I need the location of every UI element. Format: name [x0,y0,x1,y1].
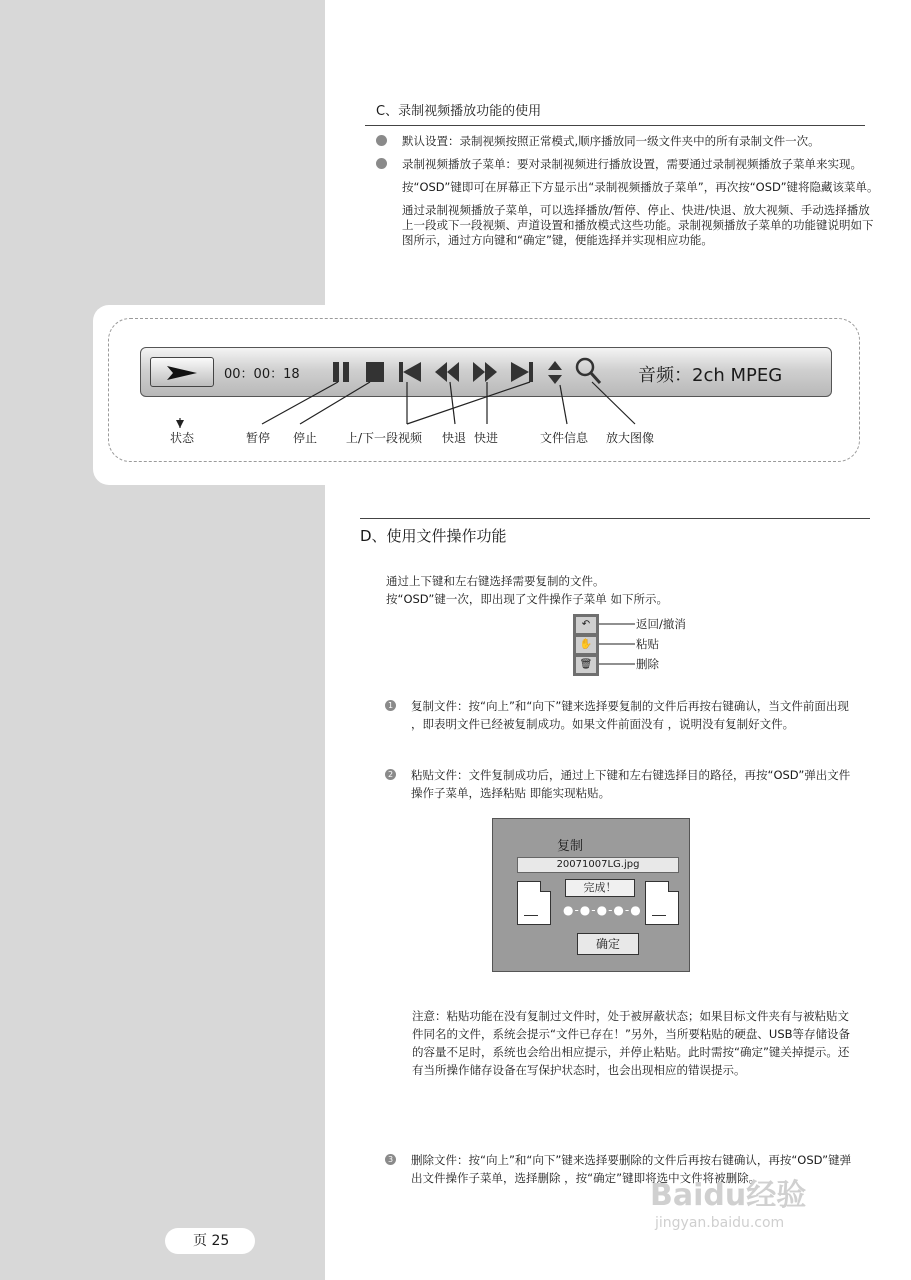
menu-label-delete: 删除 [636,657,659,671]
label-forward: 快进 [474,431,499,445]
section-d-heading: D、使用文件操作功能 [360,518,870,552]
label-prev-next: 上/下一段视频 [346,431,423,445]
dialog-ok-button[interactable]: 确定 [577,933,639,955]
section-d-intro-2: 按“OSD”键一次，即出现了文件操作子菜单 如下所示。 [386,592,668,606]
paste-file-item: 2 粘贴文件：文件复制成功后，通过上下键和左右键选择目的路径，再按“OSD”弹出文件操作子菜单，选择粘贴 即能实现粘贴。 [385,766,855,802]
dialog-filename: 20071007LG.jpg [517,857,679,873]
section-c-heading: C、录制视频播放功能的使用 [376,104,542,119]
section-d [360,518,870,608]
delete-file-item: 3 删除文件：按“向上”和“向下”键来选择要删除的文件后再按右键确认，再按“OSD”键弹出文件操作子菜单，选择删除 ，按“确定”键即将选中文件将被删除。 [385,1151,855,1187]
menu-leader-lines [599,614,639,676]
menu-label-back: 返回/撤消 [636,617,686,631]
section-c-sub-1: 按“OSD”键即可在屏幕正下方显示出“录制视频播放子菜单”，再次按“OSD”键将隐藏该菜单。 [402,180,879,194]
menu-label-paste: 粘贴 [636,637,659,651]
progress-dots: ●-●-●-●-● [563,903,642,917]
watermark-brand: Baidu经验 [650,1178,807,1213]
label-zoom: 放大图像 [606,431,655,445]
label-status: 状态 [170,431,195,445]
section-c-sub-2: 通过录制视频播放子菜单，可以选择播放/暂停、停止、快进/快退、放大视频、手动选择播放上一段或下一段视频、声道设置和播放模式这些功能。录制视频播放子菜单的功能键说明如下图所示，通过方向键和“确定”键，便能选择并实现相应功能。 [402,203,874,247]
note-paragraph: 注意：粘贴功能在没有复制过文件时，处于被屏蔽状态；如果目标文件夹有与被粘贴文件同名的文件，系统会提示“文件已存在！”另外，当所要粘贴的硬盘、USB等存储设备的容量不足时，系统也会给出相应提示，并停止粘贴。此时需按“确定”键关掉提示。还有当所操作储存设备在写保护状态时，也会出现相应的错误提示。 [412,1009,851,1077]
source-file-icon [517,881,551,925]
section-d-intro-1: 通过上下键和左右键选择需要复制的文件。 [386,574,605,588]
audio-info: 音频：2ch MPEG [638,365,783,386]
label-pause: 暂停 [246,431,271,445]
paste-icon[interactable]: ✋ [576,637,596,653]
copy-file-item: 1 复制文件：按“向上”和“向下”键来选择要复制的文件后再按右键确认，当文件前面出现 ，即表明文件已经被复制成功。如果文件前面没有 ，说明没有复制好文件。 [385,697,855,733]
page-number: 页 25 [165,1228,255,1254]
playback-time: 00：00：18 [224,367,300,382]
delete-icon[interactable]: 🗑 [576,657,596,673]
file-operation-menu [573,614,599,676]
bullet-icon: 3 [385,1154,396,1165]
back-undo-icon[interactable]: ↶ [576,617,596,633]
dialog-done-text: 完成！ [565,879,635,897]
watermark-url: jingyan.baidu.com [655,1215,785,1231]
bullet-icon: 2 [385,769,396,780]
dialog-title: 复制 [557,839,584,854]
section-c-item-2: 录制视频播放子菜单：要对录制视频进行播放设置，需要通过录制视频播放子菜单来实现。 [360,157,880,172]
label-rewind: 快退 [442,431,467,445]
label-file-info: 文件信息 [540,431,589,445]
copy-dialog [492,818,690,972]
section-c-item-1: 默认设置：录制视频按照正常模式,顺序播放同一级文件夹中的所有录制文件一次。 [360,134,880,149]
target-file-icon [645,881,679,925]
label-stop: 停止 [293,431,318,445]
bullet-icon: 1 [385,700,396,711]
callout-arrows [0,0,911,480]
